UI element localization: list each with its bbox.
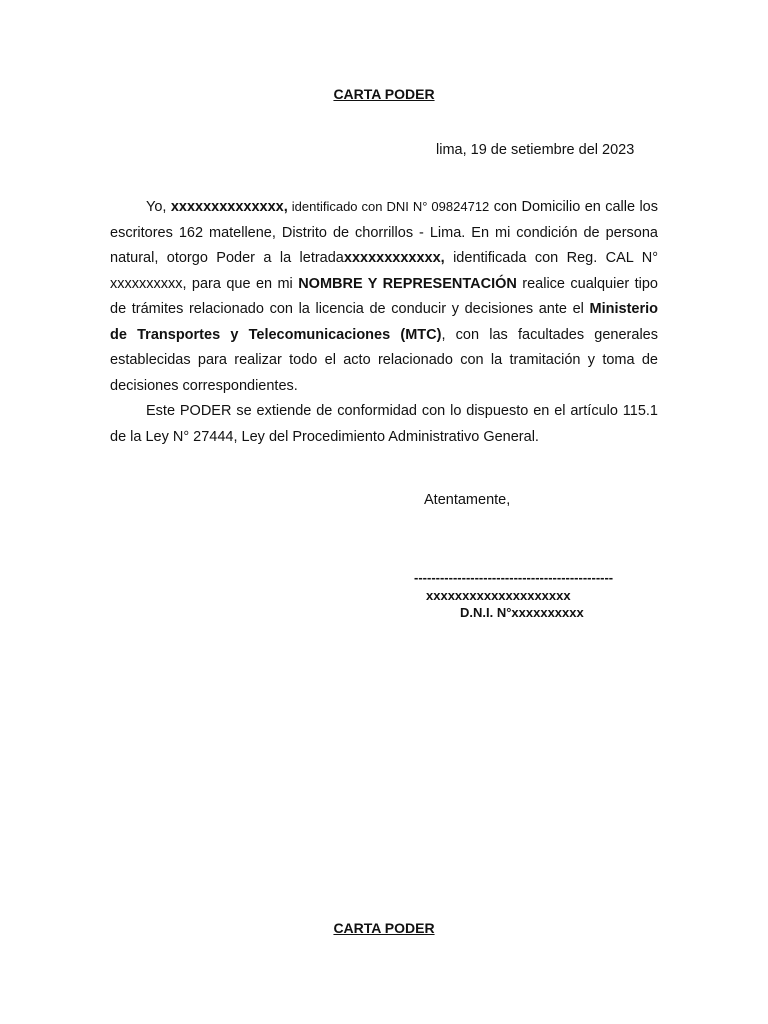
paragraph-1 [110, 194, 658, 399]
signature-line: ---------------------------------------------- [414, 570, 614, 585]
paragraph-2: Este PODER se extiende de conformidad con lo dispuesto en el artículo 115.1 de la Ley N° 27444, Ley del Procedimiento Administrativo General. [110, 403, 658, 445]
text-run: , con las facultades generales establecidas para realizar todo el acto relacionado con la tramitación y toma de decisiones correspondientes. [110, 326, 658, 394]
ministry-name: Ministerio de Transportes y Telecomunicaciones (MTC) [110, 301, 658, 343]
document-body [110, 194, 658, 450]
emphasis-representation: NOMBRE Y REPRESENTACIÓN [298, 275, 517, 292]
closing-text: Atentamente, [424, 492, 511, 508]
grantor-id-text: identificado con DNI N° 09824712 [287, 199, 490, 214]
signature-name: xxxxxxxxxxxxxxxxxxxx [426, 588, 571, 603]
text-run: Yo, [146, 199, 171, 215]
next-page-title: CARTA PODER [333, 920, 435, 936]
attorney-name: xxxxxxxxxxxx, [343, 250, 445, 266]
text-run: realice cualquier tipo de trámites relacionado con la licencia de conducir y decisiones ante el [110, 275, 658, 317]
document-title: CARTA PODER [333, 86, 435, 102]
text-run: identificada con Reg. CAL N° xxxxxxxxxx, para que en mi [110, 250, 659, 292]
text-run: con Domicilio en calle los escritores 162 matellene, Distrito de chorrillos - Lima. En mi condición de persona natural, otorgo Poder a la letrada [110, 199, 658, 266]
document-date: lima, 19 de setiembre del 2023 [436, 142, 635, 158]
signature-dni: D.N.I. N°xxxxxxxxxx [460, 605, 584, 620]
grantor-name: xxxxxxxxxxxxxx, [170, 199, 288, 215]
